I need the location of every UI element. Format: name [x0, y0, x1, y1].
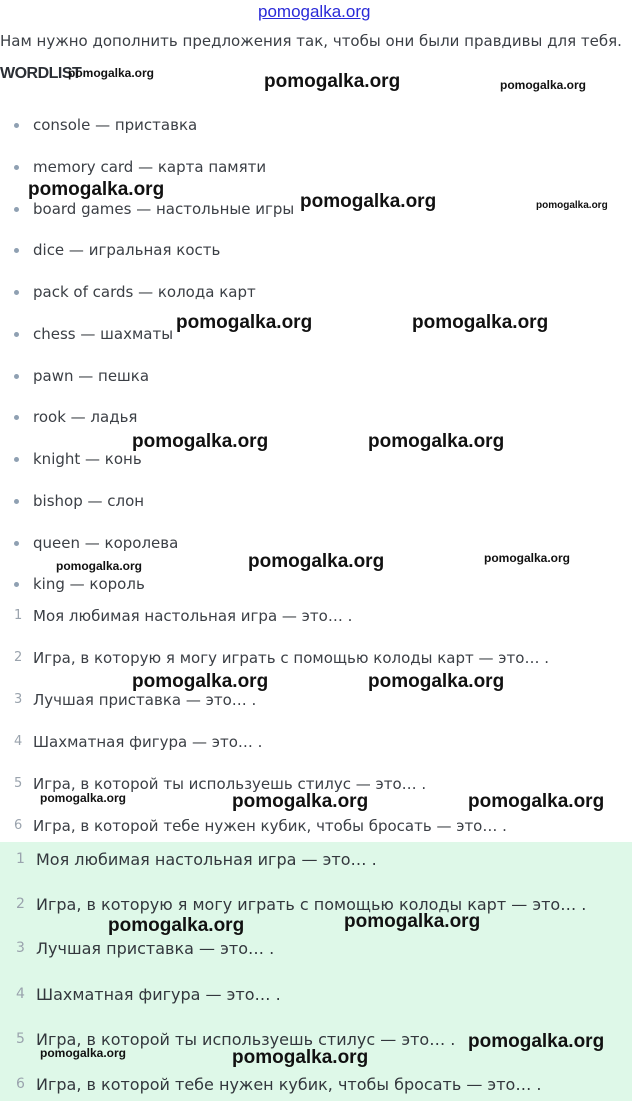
- watermark: pomogalka.org: [68, 66, 155, 80]
- watermark: pomogalka.org: [40, 1046, 127, 1060]
- bullet-icon: [14, 207, 19, 212]
- watermark: pomogalka.org: [536, 200, 608, 211]
- watermark: pomogalka.org: [368, 431, 505, 452]
- bullet-icon: [14, 582, 19, 587]
- bullet-icon: [14, 123, 19, 128]
- watermark: pomogalka.org: [132, 671, 269, 692]
- watermark: pomogalka.org: [368, 671, 505, 692]
- bullet-icon: [14, 374, 19, 379]
- watermark: pomogalka.org: [108, 915, 245, 936]
- watermark: pomogalka.org: [264, 71, 401, 92]
- watermark: pomogalka.org: [344, 911, 481, 932]
- answer-panel: 1 Моя любимая настольная игра — это… . 2 Игра, в которую я могу играть с помощью колоды карт — это… . 3 Лучшая приставка — это… . 4 Шахматная фигура — это… . 5 Игра, в которой ты используешь стилус — это… . 6 Игра, в которой тебе нужен кубик, чтобы бросать — это… .: [0, 842, 632, 1101]
- bullet-icon: [14, 165, 19, 170]
- watermark: pomogalka.org: [232, 791, 369, 812]
- site-link[interactable]: pomogalka.org: [258, 2, 371, 21]
- watermark: pomogalka.org: [176, 312, 313, 333]
- watermark: pomogalka.org: [300, 191, 437, 212]
- watermark: pomogalka.org: [412, 312, 549, 333]
- bullet-icon: [14, 248, 19, 253]
- bullet-icon: [14, 332, 19, 337]
- wordlist-heading: WORDLIST: [0, 65, 82, 82]
- watermark: pomogalka.org: [232, 1047, 369, 1068]
- watermark: pomogalka.org: [40, 791, 127, 805]
- bullet-icon: [14, 415, 19, 420]
- watermark: pomogalka.org: [484, 551, 571, 565]
- watermark: pomogalka.org: [468, 791, 605, 812]
- watermark: pomogalka.org: [248, 551, 385, 572]
- watermark: pomogalka.org: [132, 431, 269, 452]
- watermark: pomogalka.org: [500, 78, 587, 92]
- bullet-icon: [14, 457, 19, 462]
- intro-text: Нам нужно дополнить предложения так, чтобы они были правдивы для тебя.: [0, 32, 622, 50]
- watermark: pomogalka.org: [468, 1031, 605, 1052]
- bullet-icon: [14, 290, 19, 295]
- bullet-icon: [14, 499, 19, 504]
- watermark: pomogalka.org: [56, 559, 143, 573]
- bullet-icon: [14, 541, 19, 546]
- watermark: pomogalka.org: [28, 179, 165, 200]
